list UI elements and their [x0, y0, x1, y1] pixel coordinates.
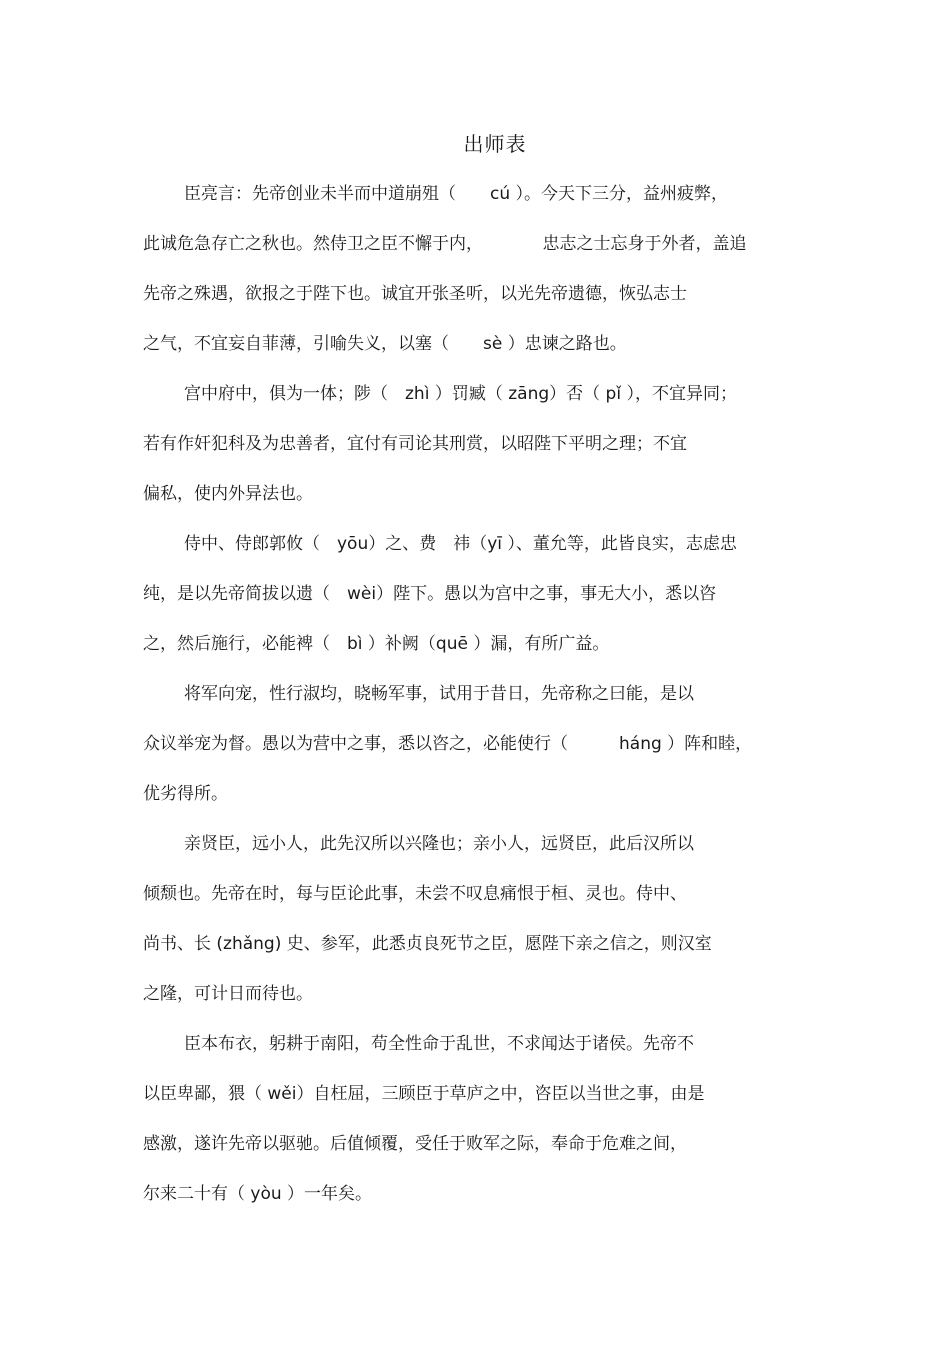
text-line: 之气，不宜妄自菲薄，引喻失义，以塞（ sè ）忠谏之路也。 [143, 334, 627, 354]
text-line: 之，然后施行，必能裨（ bì ）补阙（quē ）漏，有所广益。 [143, 634, 610, 654]
text-line: 偏私，使内外异法也。 [143, 484, 313, 504]
text-line: 纯，是以先帝简拔以遗（ wèi）陛下。愚以为宫中之事，事无大小，悉以咨 [143, 584, 717, 604]
text-line: 此诚危急存亡之秋也。然侍卫之臣不懈于内， 忠志之士忘身于外者，盖追 [143, 234, 747, 254]
text-line: 先帝之殊遇，欲报之于陛下也。诚宜开张圣听，以光先帝遗德，恢弘志士 [143, 284, 687, 304]
text-line: 之隆，可计日而待也。 [143, 984, 313, 1004]
text-line: 以臣卑鄙，猥（ wěi）自枉屈，三顾臣于草庐之中，咨臣以当世之事，由是 [143, 1084, 705, 1104]
text-line: 臣亮言：先帝创业未半而中道崩殂（ cú ）。今天下三分，益州疲弊， [184, 184, 729, 204]
text-line: 若有作奸犯科及为忠善者，宜付有司论其刑赏，以昭陛下平明之理；不宜 [143, 434, 687, 454]
text-line: 宫中府中，俱为一体；陟（ zhì ）罚臧（ zāng）否（ pǐ ），不宜异同； [184, 384, 737, 404]
text-line: 优劣得所。 [143, 784, 228, 804]
text-line: 倾颓也。先帝在时，每与臣论此事，未尝不叹息痛恨于桓、灵也。侍中、 [143, 884, 687, 904]
text-line: 尚书、长 (zhǎng) 史、参军，此悉贞良死节之臣，愿陛下亲之信之，则汉室 [143, 934, 712, 954]
text-line: 尔来二十有（ yòu ）一年矣。 [143, 1184, 373, 1204]
text-line: 侍中、侍郎郭攸（ yōu）之、费 祎（yī ）、董允等，此皆良实，志虑忠 [184, 534, 737, 554]
text-line: 感激，遂许先帝以驱驰。后值倾覆，受任于败军之际，奉命于危难之间， [143, 1134, 687, 1154]
text-line: 将军向宠，性行淑均，晓畅军事，试用于昔日，先帝称之曰能，是以 [184, 684, 694, 704]
document-title: 出师表 [463, 132, 527, 156]
text-line: 众议举宠为督。愚以为营中之事，悉以咨之，必能使行（ háng ）阵和睦， [143, 734, 753, 754]
text-line: 亲贤臣，远小人，此先汉所以兴隆也；亲小人，远贤臣，此后汉所以 [184, 834, 694, 854]
text-line: 臣本布衣，躬耕于南阳，苟全性命于乱世，不求闻达于诸侯。先帝不 [184, 1034, 694, 1054]
